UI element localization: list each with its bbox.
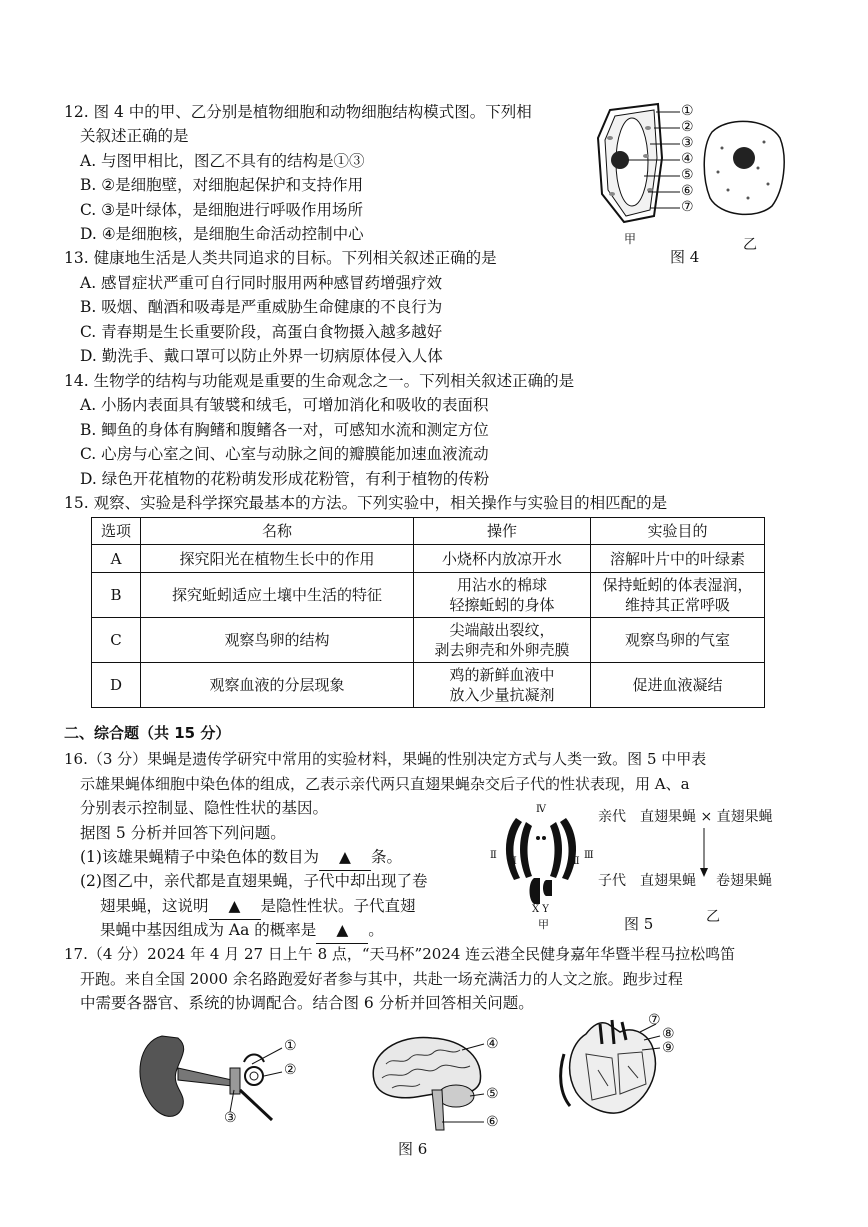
fig5-roman-3b: Ⅲ bbox=[584, 850, 594, 861]
table-row bbox=[92, 618, 765, 663]
row-purpose-line: 观察鸟卵的气室 bbox=[624, 631, 730, 649]
q12-stem-line1: 12. 图 4 中的甲、乙分别是植物细胞和动物细胞结构模式图。下列相 bbox=[64, 103, 532, 121]
q16-part2-tail: 。 bbox=[368, 921, 384, 939]
answer-blank[interactable]: ▲ bbox=[209, 894, 261, 920]
q16-line1: 16.（3 分）果蝇是遗传学研究中常用的实验材料，果蝇的性别决定方式与人类一致。图 5 中甲表 bbox=[64, 750, 707, 768]
fig5-jia: 甲 bbox=[538, 918, 549, 931]
child-label: 子代 bbox=[598, 873, 626, 889]
brain-diagram bbox=[362, 1030, 492, 1134]
figure-6-heart bbox=[556, 1014, 696, 1122]
q14-option-c: C. 心房与心室之间、心室与动脉之间的瓣膜能加速血液流动 bbox=[80, 445, 489, 463]
fig5-roman-4: Ⅳ bbox=[536, 804, 546, 815]
brain-label-6: ⑥ bbox=[486, 1114, 499, 1130]
q16-line4: 据图 5 分析并回答下列问题。 bbox=[80, 824, 286, 842]
fig4-label-1: ① bbox=[681, 103, 694, 119]
row-operation-line: 小烧杯内放凉开水 bbox=[441, 549, 562, 568]
row-purpose bbox=[591, 618, 765, 663]
row-operation-line: 放入少量抗凝剂 bbox=[449, 686, 555, 704]
parent-cross: 直翅果蝇 × 直翅果蝇 bbox=[640, 809, 773, 825]
row-option: A bbox=[92, 545, 141, 573]
q12-stem-line2: 关叙述正确的是 bbox=[80, 127, 189, 145]
row-purpose bbox=[591, 573, 765, 618]
row-purpose bbox=[591, 545, 765, 573]
q16-part2-text: 翅果蝇，这说明 bbox=[100, 897, 209, 915]
q16-part1-text: (1)该雄果蝇精子中染色体的数目为 bbox=[80, 848, 319, 866]
figure-5-chromosomes bbox=[486, 804, 596, 931]
q13-option-c: C. 青春期是生长重要阶段，高蛋白食物摄入越多越好 bbox=[80, 323, 443, 341]
table-row bbox=[92, 545, 765, 573]
row-purpose-line: 促进血液凝结 bbox=[632, 676, 723, 694]
parent-label: 亲代 bbox=[598, 809, 626, 825]
row-operation bbox=[414, 545, 591, 573]
row-operation-line: 尖端敲出裂纹， bbox=[449, 621, 555, 639]
fig5-xy: X Y bbox=[532, 904, 549, 915]
header-name: 名称 bbox=[141, 518, 414, 545]
fig6-caption: 图 6 bbox=[398, 1140, 428, 1158]
q14-stem: 14. 生物学的结构与功能观是重要的生命观念之一。下列相关叙述正确的是 bbox=[64, 372, 575, 390]
fig4-label-6: ⑥ bbox=[681, 183, 694, 199]
q13-option-b: B. 吸烟、酗酒和吸毒是严重威胁生命健康的不良行为 bbox=[80, 298, 443, 316]
q16-line2: 示雄果蝇体细胞中染色体的组成，乙表示亲代两只直翅果蝇杂交后子代的性状表现，用 A、a bbox=[80, 775, 690, 793]
row-name: 观察鸟卵的结构 bbox=[141, 618, 414, 663]
heart-label-9: ⑨ bbox=[662, 1040, 675, 1056]
fig4-yi: 乙 bbox=[743, 237, 757, 253]
child-curly: 卷翅果蝇 bbox=[716, 873, 772, 889]
figure-6-brain bbox=[362, 1030, 510, 1134]
ear-label-2: ② bbox=[284, 1062, 297, 1078]
row-operation bbox=[414, 618, 591, 663]
table-header-row bbox=[92, 518, 765, 545]
heart-label-8: ⑧ bbox=[662, 1026, 675, 1042]
answer-blank[interactable]: ▲ bbox=[316, 918, 368, 944]
table-row bbox=[92, 663, 765, 708]
q16-part1 bbox=[80, 845, 402, 871]
fig5-caption: 图 5 bbox=[624, 915, 654, 933]
row-operation-line: 用沾水的棉球 bbox=[456, 576, 547, 594]
heart-label-7: ⑦ bbox=[648, 1012, 661, 1028]
q12-option-d: D. ④是细胞核，是细胞生命活动控制中心 bbox=[80, 225, 364, 243]
q16-part2-line2 bbox=[100, 894, 416, 920]
table-row bbox=[92, 573, 765, 618]
ear-label-3: ③ bbox=[224, 1110, 237, 1126]
row-operation-line: 剥去卵壳和外卵壳膜 bbox=[434, 641, 570, 659]
q17-line3: 中需要各器官、系统的协调配合。结合图 6 分析并回答相关问题。 bbox=[80, 994, 534, 1012]
row-purpose bbox=[591, 663, 765, 708]
cross-arrow bbox=[698, 828, 710, 878]
row-name: 探究阳光在植物生长中的作用 bbox=[141, 545, 414, 573]
figure-6-ear bbox=[132, 1028, 312, 1128]
q16-line3: 分别表示控制显、隐性性状的基因。 bbox=[80, 799, 329, 817]
row-purpose-line: 维持其正常呼吸 bbox=[624, 596, 730, 614]
child-straight: 直翅果蝇 bbox=[640, 873, 696, 889]
row-operation bbox=[414, 663, 591, 708]
q17-line2: 开跑。来自全国 2000 余名路跑爱好者参与其中，共赴一场充满活力的人文之旅。跑步过程 bbox=[80, 970, 683, 988]
fig4-jia: 甲 bbox=[624, 232, 637, 246]
brain-label-4: ④ bbox=[486, 1036, 499, 1052]
q14-option-d: D. 绿色开花植物的花粉萌发形成花粉管，有利于植物的传粉 bbox=[80, 470, 490, 488]
fig5-roman-2a: Ⅱ bbox=[490, 850, 497, 861]
q13-stem: 13. 健康地生活是人类共同追求的目标。下列相关叙述正确的是 bbox=[64, 249, 497, 267]
q16-part2-text: 果蝇中基因组成为 Aa 的概率是 bbox=[100, 921, 317, 939]
q12-option-a: A. 与图甲相比，图乙不具有的结构是①③ bbox=[80, 152, 365, 170]
fig5-roman-3a: Ⅲ bbox=[570, 856, 580, 867]
q12-option-c: C. ③是叶绿体，是细胞进行呼吸作用场所 bbox=[80, 201, 364, 219]
answer-blank[interactable]: ▲ bbox=[319, 845, 371, 871]
header-purpose: 实验目的 bbox=[591, 518, 765, 545]
figure-5-cross bbox=[598, 806, 788, 926]
header-operation: 操作 bbox=[414, 518, 591, 545]
q15-stem: 15. 观察、实验是科学探究最基本的方法。下列实验中，相关操作与实验目的相匹配的是 bbox=[64, 494, 668, 512]
fig4-label-5: ⑤ bbox=[681, 167, 694, 183]
section-heading: 二、综合题（共 15 分） bbox=[64, 724, 231, 742]
fig4-label-7: ⑦ bbox=[681, 199, 694, 215]
row-operation-line: 鸡的新鲜血液中 bbox=[449, 666, 555, 684]
fig4-caption: 图 4 bbox=[670, 248, 700, 266]
row-name: 探究蚯蚓适应土壤中生活的特征 bbox=[141, 573, 414, 618]
row-purpose-line: 溶解叶片中的叶绿素 bbox=[609, 549, 745, 568]
figure-4-cells bbox=[588, 98, 788, 268]
q14-option-b: B. 鲫鱼的身体有胸鳍和腹鳍各一对，可感知水流和测定方位 bbox=[80, 421, 489, 439]
q16-part2-tail: 是隐性性状。子代直翅 bbox=[260, 897, 416, 915]
q14-option-a: A. 小肠内表面具有皱襞和绒毛，可增加消化和吸收的表面积 bbox=[80, 396, 489, 414]
ear-diagram bbox=[132, 1028, 292, 1128]
fig4-label-3: ③ bbox=[681, 135, 694, 151]
row-operation bbox=[414, 573, 591, 618]
row-operation-line: 轻擦蚯蚓的身体 bbox=[449, 596, 555, 614]
row-option: D bbox=[92, 663, 141, 708]
fig4-label-2: ② bbox=[681, 119, 694, 135]
brain-label-5: ⑤ bbox=[486, 1086, 499, 1102]
fig5-yi: 乙 bbox=[706, 909, 720, 925]
row-option: B bbox=[92, 573, 141, 618]
q13-option-a: A. 感冒症状严重可自行同时服用两种感冒药增强疗效 bbox=[80, 274, 443, 292]
q16-part2-line3 bbox=[100, 918, 384, 944]
q16-part1-tail: 条。 bbox=[370, 848, 402, 866]
q16-part2-line1: (2)图乙中，亲代都是直翅果蝇，子代中却出现了卷 bbox=[80, 872, 428, 890]
row-purpose-line: 保持蚯蚓的体表湿润， bbox=[602, 576, 753, 594]
heart-diagram bbox=[556, 1014, 676, 1122]
fig5-roman-2b: Ⅱ bbox=[510, 856, 517, 867]
q17-line1: 17.（4 分）2024 年 4 月 27 日上午 8 点，“天马杯”2024 连云港全民健身嘉年华暨半程马拉松鸣笛 bbox=[64, 945, 736, 963]
experiment-table bbox=[91, 517, 765, 708]
row-name: 观察血液的分层现象 bbox=[141, 663, 414, 708]
header-option: 选项 bbox=[92, 518, 141, 545]
row-option: C bbox=[92, 618, 141, 663]
fig4-label-4: ④ bbox=[681, 151, 694, 167]
ear-label-1: ① bbox=[284, 1038, 297, 1054]
q12-option-b: B. ②是细胞壁，对细胞起保护和支持作用 bbox=[80, 176, 364, 194]
q13-option-d: D. 勤洗手、戴口罩可以防止外界一切病原体侵入人体 bbox=[80, 347, 443, 365]
